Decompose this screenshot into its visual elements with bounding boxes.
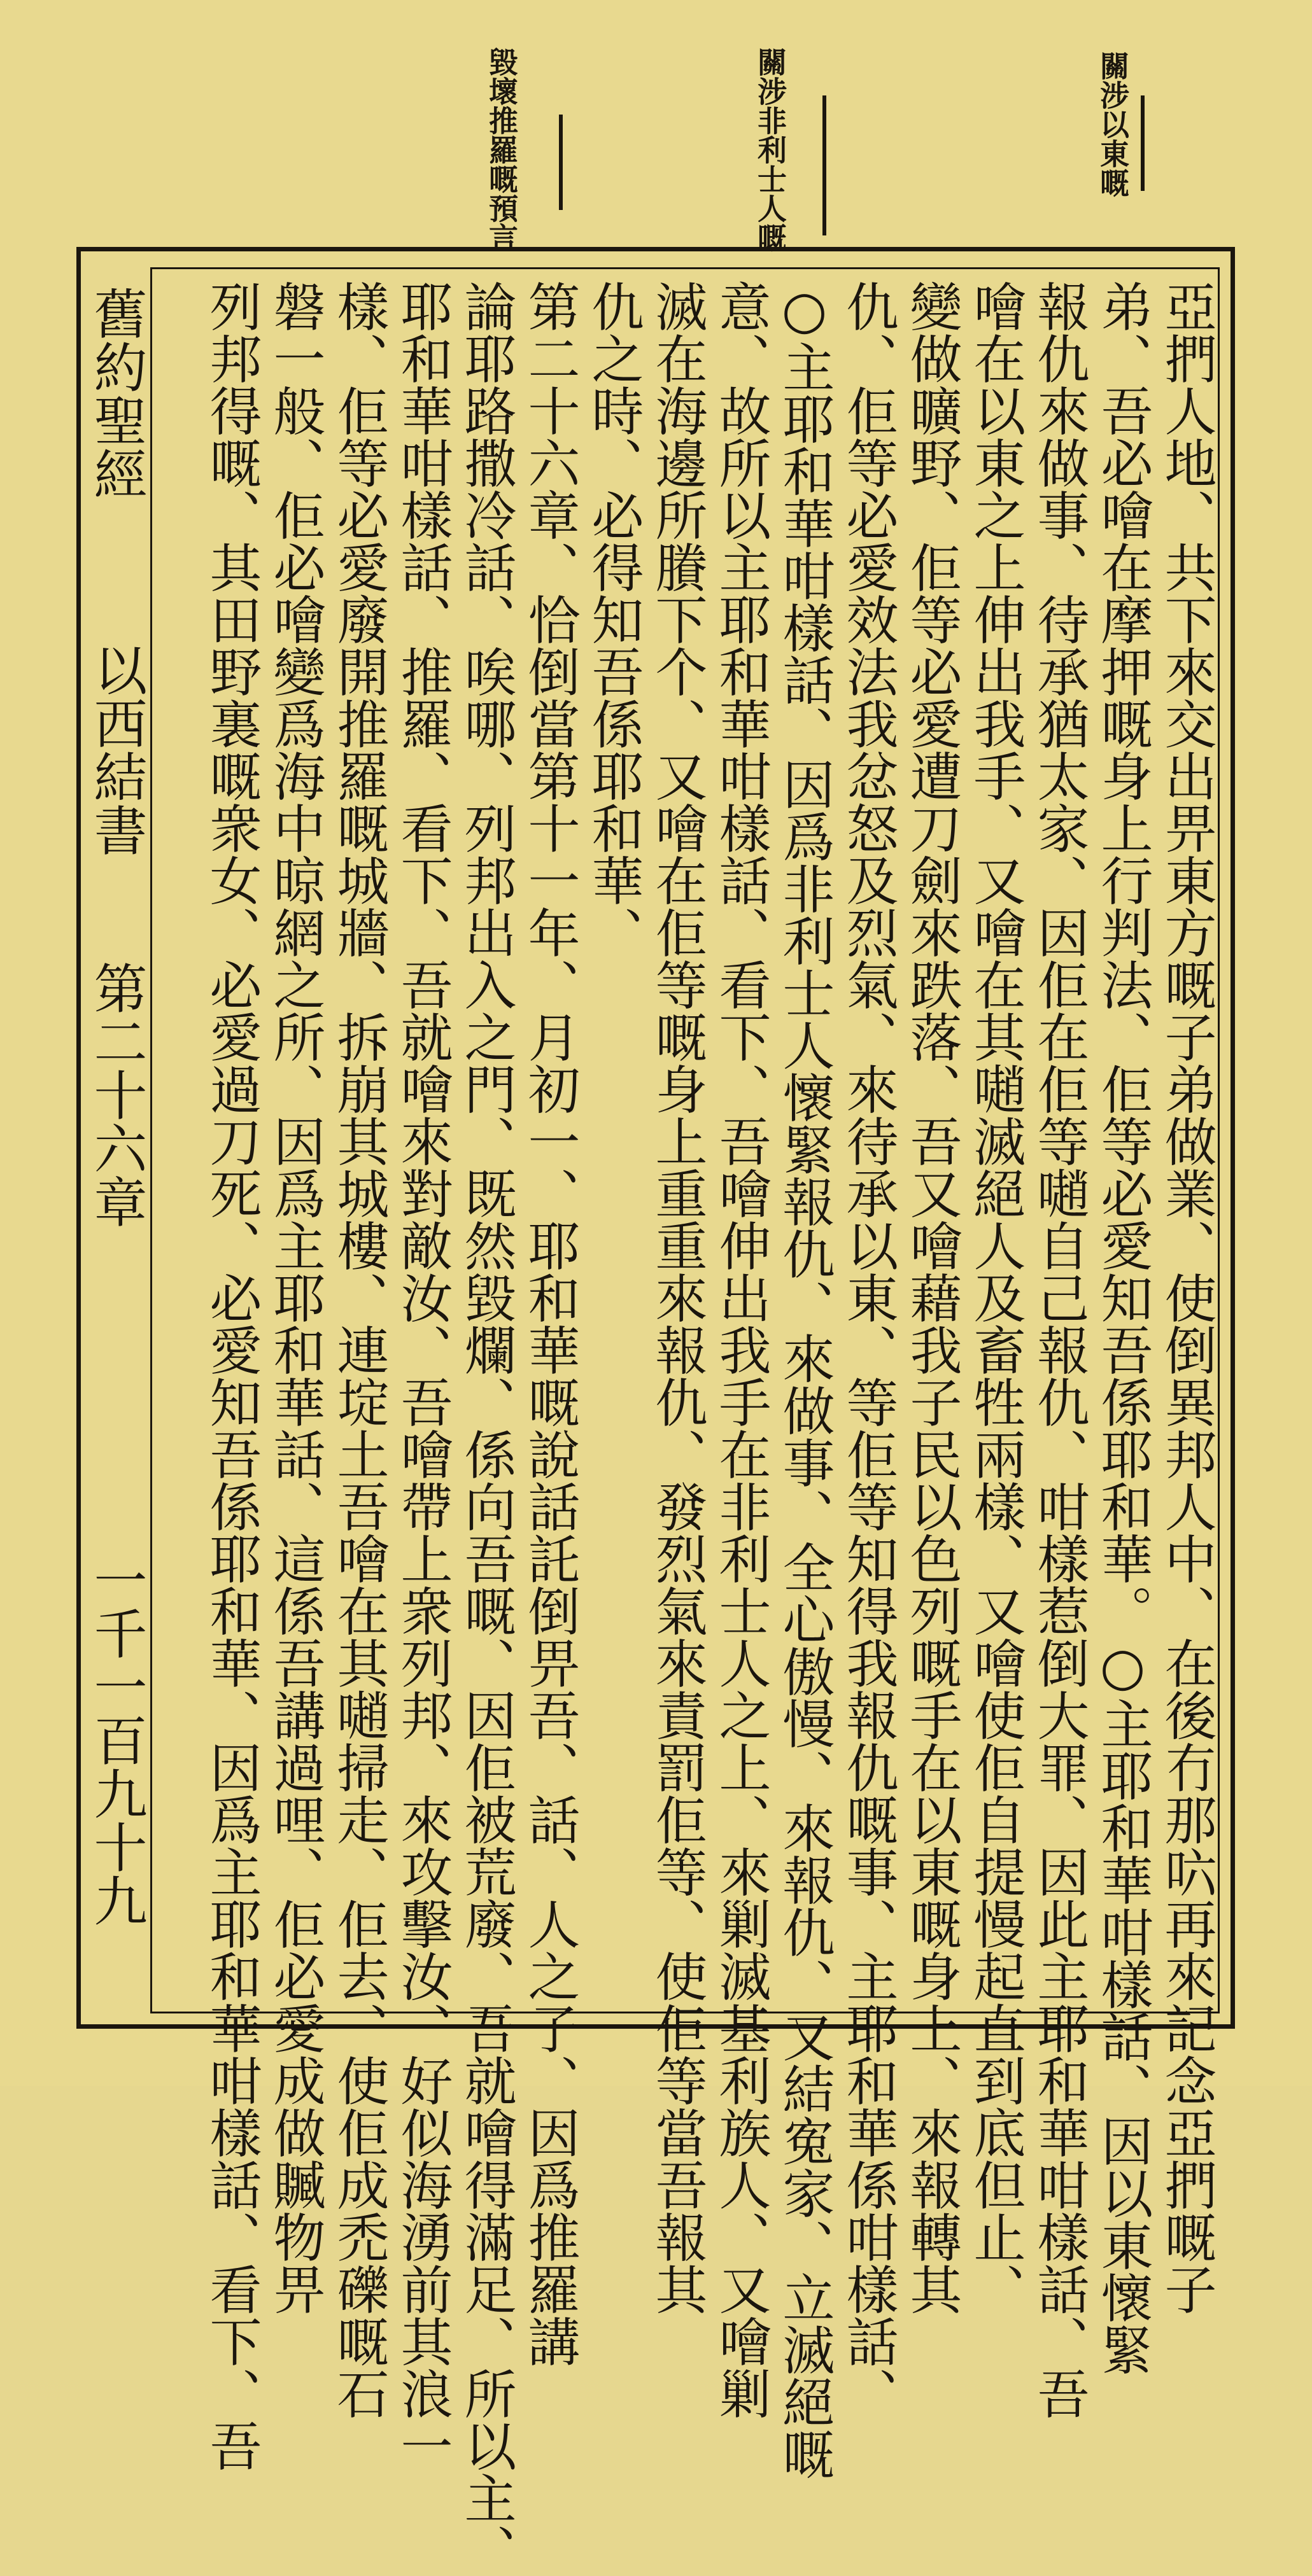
margin-note-tyre-bar <box>559 115 563 210</box>
text-column: 滅在海邊所賸下个、又噲在佢等嘅身上重重來報仇、發烈氣來責罰佢等、使佢等當吾報其 <box>647 280 707 2315</box>
margin-note-philistines: 關涉非利士人嘅 <box>753 47 787 252</box>
text-column: ○主耶和華咁樣話、因爲非利士人懷緊報仇、來做事、全心傲慢、來報仇、又結寃家、立滅絕嘅 <box>774 280 835 2480</box>
margin-note-philistines-bar <box>822 95 826 235</box>
margin-note-edom-bar <box>1141 95 1145 191</box>
text-column: 報仇來做事、待承猶太家、因佢在佢等𡁻自己報仇、咁樣惹倒大罪、因此主耶和華咁樣話、吾 <box>1029 280 1089 2419</box>
text-column: 磐一般、佢必噲變爲海中晾網之所、因爲主耶和華話、這係吾講過哩、佢必愛成做贓物畀 <box>265 280 325 2315</box>
text-column: 論耶路撒冷話、唉哪、列邦出入之門、既然毀爛、係向吾嘅、因佢被荒廢、吾就噲得滿足、所以主、 <box>456 280 516 2576</box>
chapter-heading-column: 第二十六章、恰倒當第十一年、月初一、耶和華嘅說話託倒畀吾、話、人之子、因爲推羅講 <box>519 280 580 2367</box>
text-column: 仇之時、必得知吾係耶和華、 <box>583 280 644 958</box>
text-column: 弟、吾必噲在摩押嘅身上行判法、佢等必愛知吾係耶和華。○主耶和華咁樣話、因以東懷緊 <box>1092 280 1153 2376</box>
text-column: 列邦得嘅、其田野裏嘅衆女、必愛過刀死、必愛知吾係耶和華、因爲主耶和華咁樣話、看下、吾 <box>201 280 262 2472</box>
text-column: 仇、佢等必愛效法我忿怒及烈氣、來待承以東、等佢等知得我報仇嘅事、主耶和華係咁樣話、 <box>838 280 898 2419</box>
text-column: 噲在以東之上伸出我手、又噲在其𡁻滅絕人及畜牲兩樣、又噲使佢自提慢起直到底但止、 <box>965 280 1026 2315</box>
margin-note-tyre: 毀壞推羅嘅預言 <box>484 47 519 252</box>
running-header-book: 舊約聖經 <box>85 286 148 500</box>
text-column: 亞捫人地、共下來交出畀東方嘅子弟做業、使倒異邦人中、在後冇那𠯿再來記念亞捫嘅子 <box>1156 280 1217 2315</box>
text-column: 意、故所以主耶和華咁樣話、看下、吾噲伸出我手在非利士人之上、來剿滅基利族人、又噲剿 <box>710 280 771 2419</box>
text-column: 變做曠野、佢等必愛遭刀劍來跌落、吾又噲藉我子民以色列嘅手在以東嘅身上、來報轉其 <box>901 280 962 2315</box>
text-column: 樣、佢等必愛廢開推羅嘅城牆、拆崩其城樓、連埞土吾噲在其𡁻掃走、佢去、使佢成禿礫嘅石 <box>328 280 389 2419</box>
running-header-section: 以西結書 <box>85 643 148 857</box>
page-number: 一千一百九十九 <box>85 1553 148 1927</box>
running-header-chapter: 第二十六章 <box>85 961 148 1228</box>
text-column: 耶和華咁樣話、推羅、看下、吾就噲來對敵汝、吾噲帶上衆列邦、來攻擊汝、好似海湧前其浪一 <box>392 280 453 2472</box>
margin-note-edom: 關涉以東嘅 <box>1096 51 1130 197</box>
